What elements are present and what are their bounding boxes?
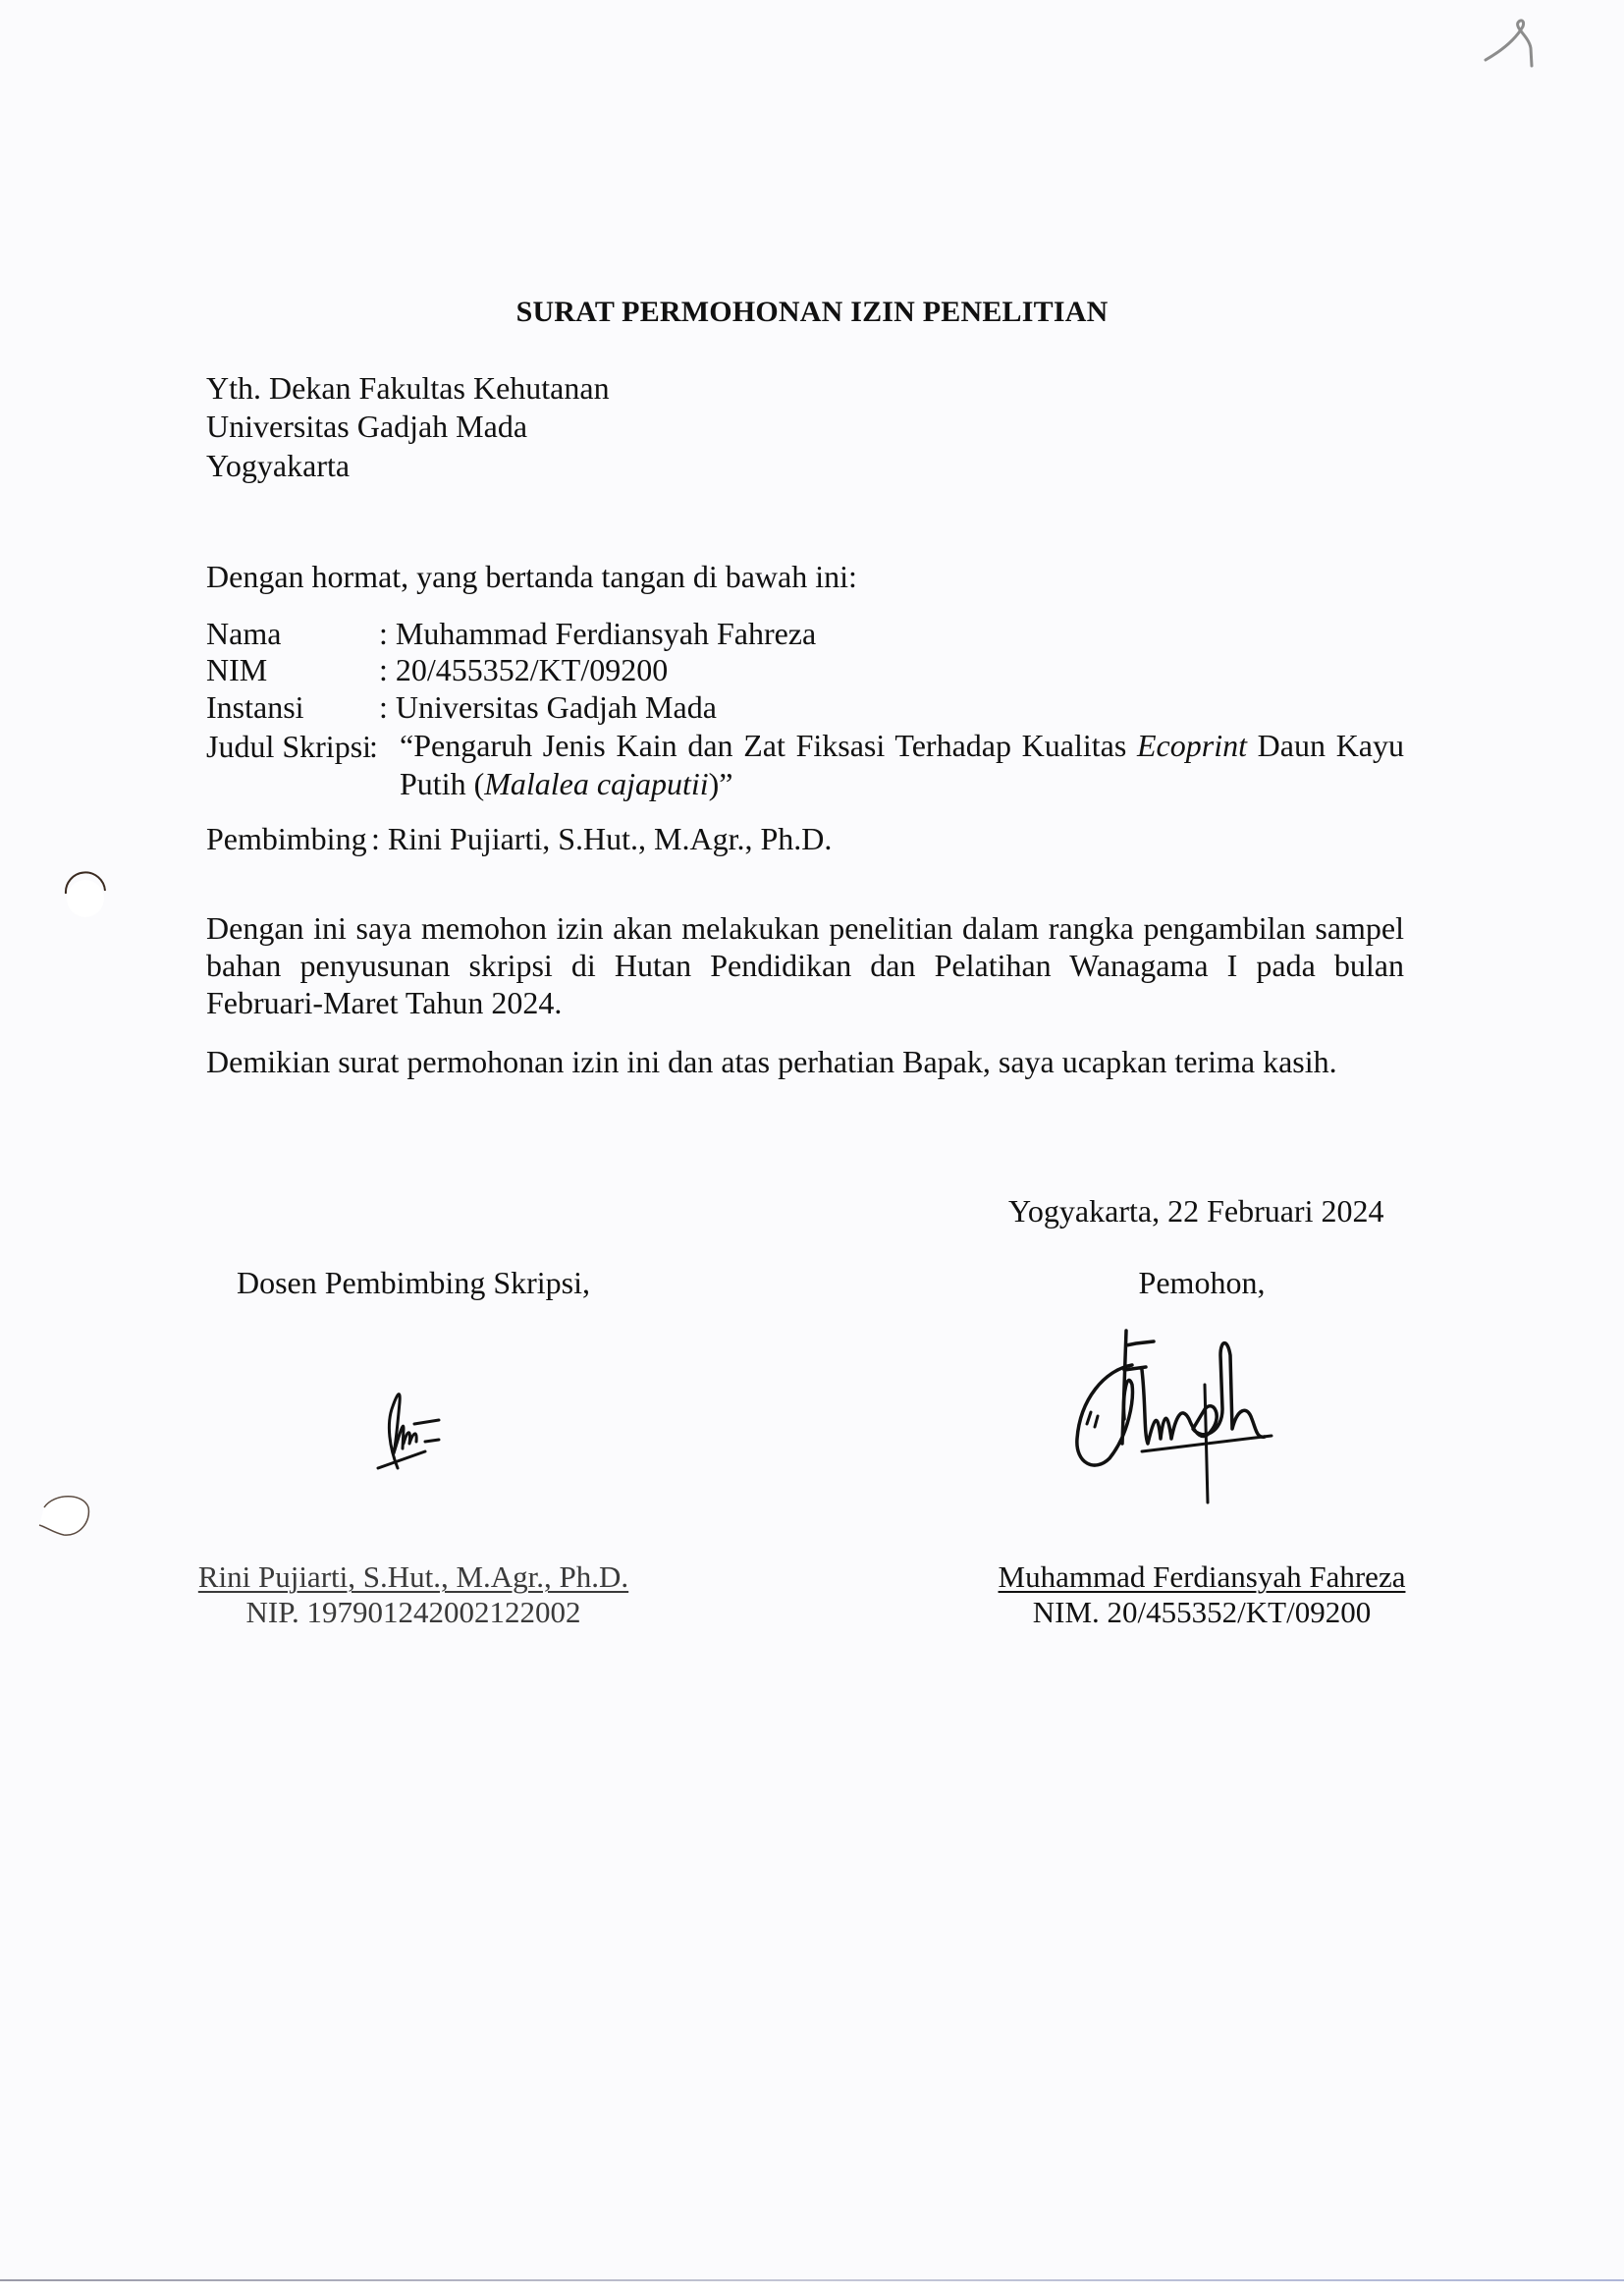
thesis-title-italic: Ecoprint xyxy=(1137,728,1247,763)
field-colon: : xyxy=(369,729,378,764)
signature-right xyxy=(1065,1326,1321,1503)
field-value: : Universitas Gadjah Mada xyxy=(379,689,717,725)
pencil-mark-icon xyxy=(1478,15,1546,74)
right-signatory-role: Pemohon, xyxy=(1138,1265,1266,1300)
scan-margin xyxy=(0,2281,1624,2296)
body-paragraph: Dengan ini saya memohon izin akan melakukan penelitian dalam rangka pengambilan sampel bahan penyusunan skripsi di Hutan Pendidikan dan Pelatihan Wanagama I pada bulan Februari-Maret Tahun 2024. xyxy=(206,910,1404,1020)
thesis-title-italic: Malalea cajaputii xyxy=(484,766,709,801)
right-signatory-nim: NIM. 20/455352/KT/09200 xyxy=(1032,1595,1372,1629)
recipient-line: Yth. Dekan Fakultas Kehutanan xyxy=(206,370,610,406)
thesis-title-part: Daun Kayu Putih ( xyxy=(400,728,1404,801)
field-label: Judul Skripsi xyxy=(206,729,372,764)
punch-hole-icon xyxy=(34,1488,93,1542)
place-date: Yogyakarta, 22 Februari 2024 xyxy=(1008,1193,1384,1229)
field-label: Nama xyxy=(206,616,282,651)
left-signatory-role: Dosen Pembimbing Skripsi, xyxy=(236,1265,590,1300)
letter-title: SURAT PERMOHONAN IZIN PENELITIAN xyxy=(515,296,1109,328)
field-value: : Muhammad Ferdiansyah Fahreza xyxy=(379,616,817,651)
closing-paragraph: Demikian surat permohonan izin ini dan atas perhatian Bapak, saya ucapkan terima kasih. xyxy=(206,1044,1337,1079)
recipient-line: Yogyakarta xyxy=(206,448,351,483)
thesis-title-part: “Pengaruh Jenis Kain dan Zat Fiksasi Terhadap Kualitas xyxy=(400,728,1137,763)
field-value: : 20/455352/KT/09200 xyxy=(379,652,669,687)
left-signatory-name: Rini Pujiarti, S.Hut., M.Agr., Ph.D. xyxy=(197,1559,629,1594)
field-value: : Rini Pujiarti, S.Hut., M.Agr., Ph.D. xyxy=(371,821,833,856)
thesis-title-part: )” xyxy=(708,766,733,801)
field-label: Pembimbing xyxy=(206,821,367,856)
thesis-title xyxy=(400,727,1404,803)
field-label: NIM xyxy=(206,652,268,687)
opening-line: Dengan hormat, yang bertanda tangan di bawah ini: xyxy=(206,559,857,594)
recipient-line: Universitas Gadjah Mada xyxy=(206,409,528,444)
signature-left xyxy=(368,1375,466,1483)
field-label: Instansi xyxy=(206,689,304,725)
right-signatory-name: Muhammad Ferdiansyah Fahreza xyxy=(998,1559,1406,1594)
punch-hole-icon xyxy=(61,869,110,918)
left-signatory-nip: NIP. 197901242002122002 xyxy=(245,1595,581,1629)
